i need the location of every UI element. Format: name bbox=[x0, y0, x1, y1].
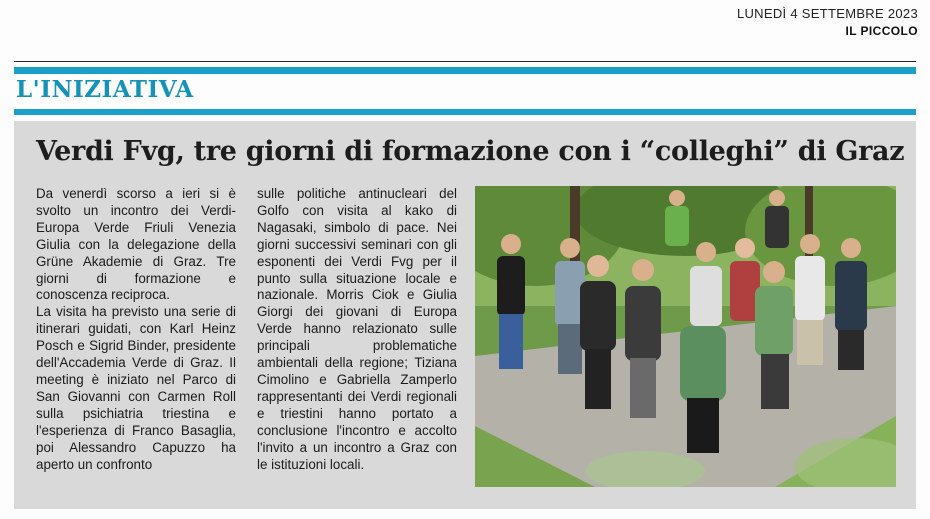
header-rule bbox=[14, 61, 916, 62]
group-photo bbox=[475, 186, 896, 487]
masthead bbox=[737, 6, 918, 38]
article-paragraph: sulle politiche antinucleari del Golfo con visita al kako di Nagasaki, simbolo di pace. Nei giorni successivi seminari con gli esponenti dei Verdi Fvg per il punto sulla situazione locale e nazionale. Morris Ciok e Giulia Giorgi dei giovani di Europa Verde hanno relazionato sulle principali problematiche ambientali della regione; Tiziana Cimolino e Gabriella Zamperlo rappresentanti dei Verdi regionali e triestini hanno portato a conclusione l'incontro e accolto l'invito a un incontro a Graz con le istituzioni locali. bbox=[257, 186, 457, 472]
article-paragraph: La visita ha previsto una serie di itinerari guidati, con Karl Heinz Posch e Sigrid Binder, presidente dell'Accademia Verde di Graz. Il meeting è iniziato nel Parco di San Giovanni con Carmen Roll sulla psichiatria triestina e l'esperienza di Franco Basaglia, poi Alessandro Capuzzo ha aperto un confronto bbox=[36, 304, 236, 472]
issue-date: LUNEDÌ 4 SETTEMBRE 2023 bbox=[736, 6, 918, 21]
section-band-bottom bbox=[14, 109, 916, 115]
section-label: L'INIZIATIVA bbox=[16, 76, 194, 103]
article-paragraph: Da venerdì scorso a ieri si è svolto un incontro dei Verdi- Europa Verde Friuli Venezia Giulia con la delegazione della Grüne Akademie di Graz. Tre giorni di formazione e conoscenza reciproca. bbox=[36, 186, 236, 303]
article-headline: Verdi Fvg, tre giorni di formazione con i “colleghi” di Graz bbox=[36, 136, 905, 167]
section-band-top bbox=[14, 67, 916, 74]
article-column-1 bbox=[36, 186, 236, 473]
newspaper-name: IL PICCOLO bbox=[845, 24, 918, 38]
article-column-2 bbox=[257, 186, 457, 473]
